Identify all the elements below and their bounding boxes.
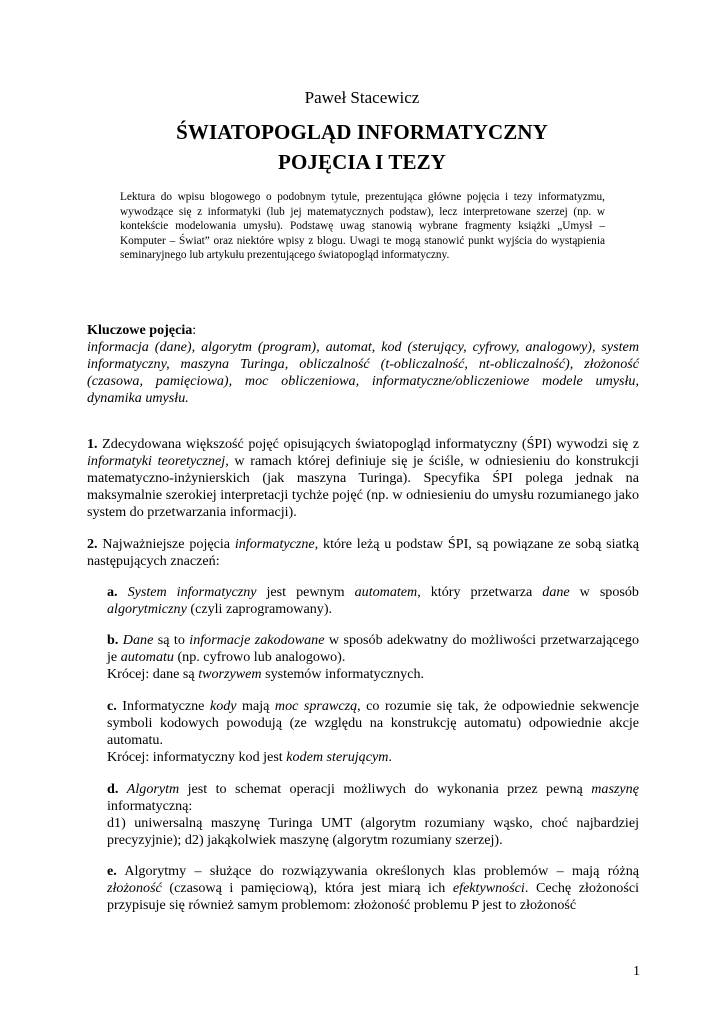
- keywords-section: [87, 322, 639, 407]
- page-number: 1: [633, 964, 640, 979]
- subpoint-c-short3: .: [388, 749, 392, 765]
- subpoint-d-t4: informatyczną:: [107, 798, 193, 814]
- subpoint-c: [107, 698, 639, 766]
- subpoint-e-t3: (czasową i pamięciową), która jest miarą ich: [161, 880, 453, 896]
- subpoint-c-t4: moc sprawczą: [274, 698, 358, 714]
- paragraph-1-emph: informatyki teoretycznej: [87, 453, 226, 469]
- subpoint-e-t5: . Cechę złożoności przypisuje się również samym problemom: złożoność problemu P jest to złożoność: [107, 880, 639, 913]
- subpoint-e-t2: złożoność: [107, 880, 162, 896]
- abstract: Lektura do wpisu blogowego o podobnym tytule, prezentująca główne pojęcia i tezy informatyzmu, wywodzące się z informatyki (lub jej matematycznych podstaw), lecz interpretowane szerzej (np. w kontekście modelowania umysłu). Podstawę uwag stanowią wybrane fragmenty książki „Umysł – Komputer – Świat” oraz niektóre wpisy z blogu. Uwagi te mogą stanowić punkt wyjścia do wystąpienia seminaryjnego lub artykułu prezentującego światopogląd informatyczny.: [120, 191, 605, 261]
- subpoint-e-t4: efektywności: [452, 880, 525, 896]
- keywords-heading: Kluczowe pojęcia: [87, 322, 193, 338]
- subpoint-d-t1: Algorytm: [126, 781, 180, 797]
- paragraph-1: [87, 436, 639, 521]
- subpoint-a-t3: automatem: [354, 584, 418, 600]
- subpoint-c-label: c.: [107, 698, 117, 714]
- subpoint-c-t1: Informatyczne: [116, 698, 210, 714]
- subpoint-a-t8: (czyli zaprogramowany).: [186, 601, 333, 617]
- keywords-colon: :: [192, 322, 197, 338]
- paragraph-2-text-c: , które leżą u podstaw ŚPI, są powiązane ze sobą siatką następujących znaczeń:: [87, 536, 639, 569]
- author-name: Paweł Stacewicz: [304, 88, 420, 107]
- subpoint-d-d1: d1) uniwersalną maszynę Turinga UMT (algorytm rozumiany wąsko, choć najbardziej precyzyjnie); d2) jakąkolwiek maszynę (algorytm rozumiany szerzej).: [107, 815, 639, 848]
- subpoint-b: [107, 632, 639, 683]
- subpoint-b-t5: automatu: [120, 649, 174, 665]
- paragraph-2-text-a: Najważniejsze pojęcia: [97, 536, 235, 552]
- title-line-1: ŚWIATOPOGLĄD INFORMATYCZNY: [176, 120, 548, 144]
- subpoint-a-t4: , który przetwarza: [417, 584, 543, 600]
- subpoint-a-t6: w sposób: [569, 584, 639, 600]
- subpoint-b-t4: w sposób adekwatny do możliwości przetwarzającego je: [107, 632, 639, 665]
- subpoint-a-t7: algorytmiczny: [107, 601, 187, 617]
- title-line-2: POJĘCIA I TEZY: [278, 150, 446, 174]
- subpoint-b-t2: są to: [153, 632, 190, 648]
- subpoint-b-t6: (np. cyfrowo lub analogowo).: [173, 649, 346, 665]
- paragraph-1-number: 1.: [87, 436, 98, 452]
- subpoint-d: [107, 781, 639, 849]
- subpoint-c-t2: kody: [209, 698, 237, 714]
- subpoint-e-label: e.: [107, 863, 117, 879]
- subpoint-c-t3: mają: [236, 698, 275, 714]
- subpoint-b-t1: Dane: [122, 632, 154, 648]
- paragraph-1-text-c: , w ramach której definiuje się je ściśle, w odniesieniu do konstrukcji matematyczno-inżynierskich (jak maszyna Turinga). Specyfika ŚPI polega jednak na maksymalnie szerokiej interpretacji tychże pojęć (np. w odniesieniu do umysłu rozumianego jako system do przetwarzania informacji).: [87, 453, 639, 520]
- paragraph-1-text-a: Zdecydowana większość pojęć opisujących światopogląd informatyczny (ŚPI) wywodzi się z: [97, 436, 639, 452]
- paragraph-2: [87, 536, 639, 570]
- subpoint-d-t2: jest to schemat operacji możliwych do wykonania przez pewną: [179, 781, 592, 797]
- subpoint-b-short2: tworzywem: [198, 666, 262, 682]
- subpoint-d-label: d.: [107, 781, 119, 797]
- subpoint-a-label: a.: [107, 584, 118, 600]
- subpoint-b-short3: systemów informatycznych.: [261, 666, 425, 682]
- paragraph-2-emph: informatyczne: [234, 536, 315, 552]
- subpoint-d-t3: maszynę: [591, 781, 639, 797]
- subpoint-b-label: b.: [107, 632, 119, 648]
- subpoint-b-short1: Krócej: dane są: [107, 666, 199, 682]
- subpoint-a-t1: System informatyczny: [127, 584, 257, 600]
- subpoint-c-short1: Krócej: informatyczny kod jest: [107, 749, 287, 765]
- subpoint-e-t1: Algorytmy – służące do rozwiązywania określonych klas problemów – mają różną: [116, 863, 639, 879]
- keywords-list: informacja (dane), algorytm (program), automat, kod (sterujący, cyfrowy, analogowy), system informatyczny, maszyna Turinga, obliczalność (t-obliczalność, nt-obliczalność), złożoność (czasowa, pamięciowa), moc obliczeniowa, informatyczne/obliczeniowe modele umysłu, dynamika umysłu.: [87, 339, 639, 406]
- subpoint-a: [107, 584, 639, 618]
- subpoint-c-t5: , co rozumie się tak, że odpowiednie sekwencje symboli kodowych powodują (ze względu na konstrukcję automatu) odpowiednie akcje automatu.: [107, 698, 639, 748]
- subpoint-c-short2: kodem sterującym: [286, 749, 389, 765]
- paragraph-2-number: 2.: [87, 536, 98, 552]
- subpoint-e: [107, 863, 639, 914]
- subpoint-a-t2: jest pewnym: [256, 584, 355, 600]
- subpoint-b-t3: informacje zakodowane: [189, 632, 325, 648]
- subpoint-a-t5: dane: [542, 584, 570, 600]
